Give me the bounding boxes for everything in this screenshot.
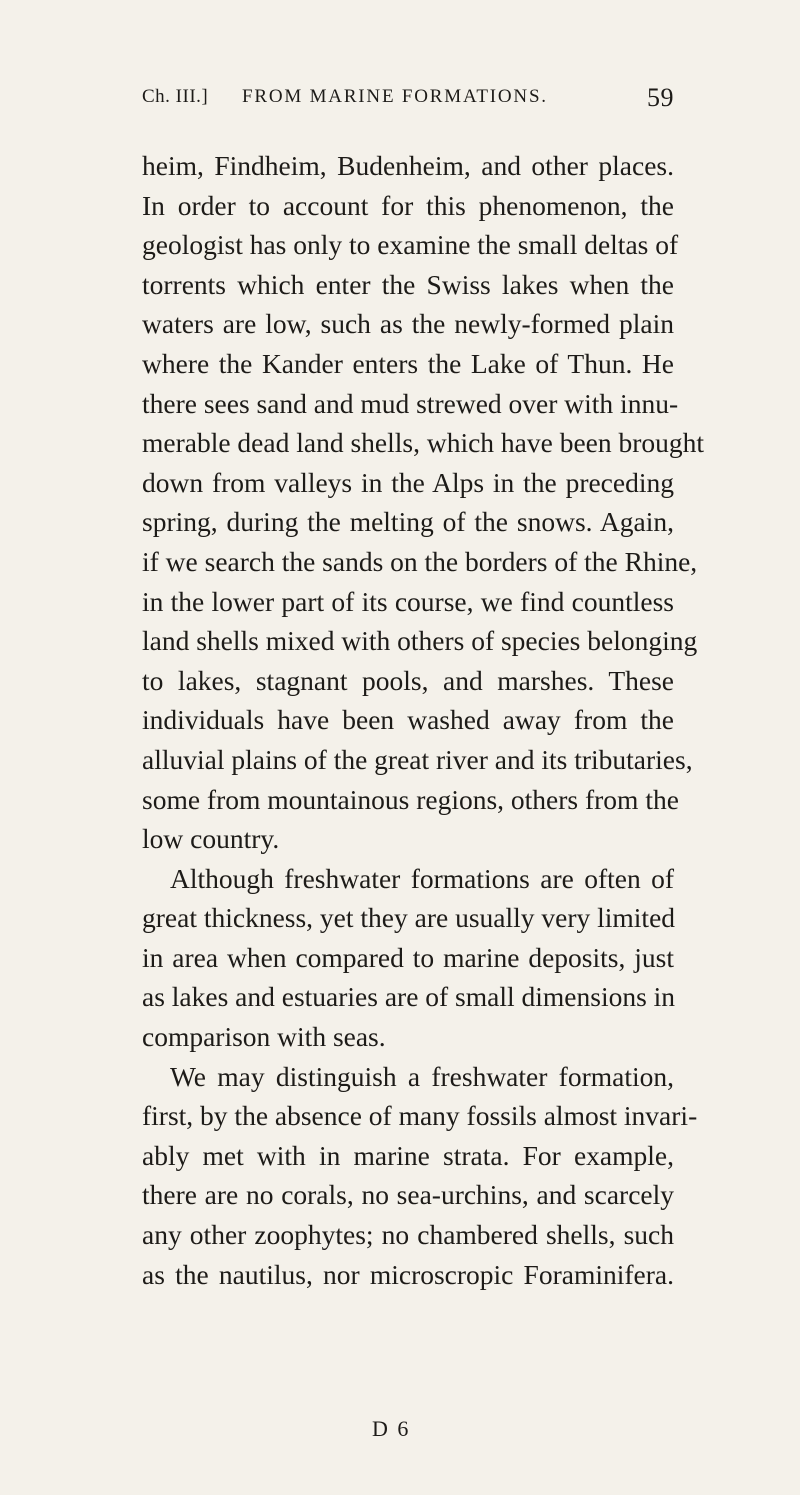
running-title: FROM MARINE FORMATIONS.	[242, 86, 548, 107]
text-line: merable dead land shells, which have been brought	[142, 427, 705, 459]
text-line: in the lower part of its course, we find countless	[142, 585, 674, 617]
chapter-reference: Ch. III.]	[142, 86, 209, 107]
text-line: to lakes, stagnant pools, and marshes. These	[142, 664, 674, 696]
text-line: first, by the absence of many fossils almost invari-	[142, 1100, 698, 1132]
text-line: spring, during the melting of the snows. Again,	[142, 506, 674, 538]
text-line: land shells mixed with others of species belonging	[142, 625, 698, 657]
text-line: as lakes and estuaries are of small dimensions in	[142, 981, 676, 1013]
text-line: geologist has only to examine the small deltas of	[142, 229, 679, 261]
text-line: great thickness, yet they are usually very limited	[142, 902, 676, 934]
text-line: there are no corals, no sea-urchins, and scarcely	[142, 1179, 674, 1211]
text-line: as the nautilus, nor microscropic Foraminifera.	[142, 1258, 674, 1290]
text-line: torrents which enter the Swiss lakes when the	[142, 268, 674, 300]
text-line: We may distinguish a freshwater formation,	[170, 1060, 674, 1092]
text-line: ably met with in marine strata. For example,	[142, 1139, 674, 1171]
text-line: alluvial plains of the great river and its tributaries,	[142, 743, 693, 775]
text-line: waters are low, such as the newly-formed plain	[142, 308, 674, 340]
running-head	[142, 83, 674, 116]
text-line: where the Kander enters the Lake of Thun. He	[142, 347, 674, 379]
text-line: In order to account for this phenomenon, the	[142, 189, 674, 221]
page-number: 59	[647, 83, 674, 112]
text-line: individuals have been washed away from the	[142, 704, 674, 736]
text-line: in area when compared to marine deposits, just	[142, 941, 674, 973]
text-line: any other zoophytes; no chambered shells, such	[142, 1219, 674, 1251]
text-line: down from valleys in the Alps in the preceding	[142, 466, 674, 498]
text-line: heim, Findheim, Budenheim, and other places.	[142, 150, 674, 181]
text-line: comparison with seas.	[142, 1021, 386, 1053]
signature-mark: D 6	[372, 1416, 411, 1441]
text-line: some from mountainous regions, others from the	[142, 783, 679, 815]
text-line: low country.	[142, 823, 280, 855]
text-line: Although freshwater formations are often of	[170, 862, 674, 894]
text-line: if we search the sands on the borders of the Rhine,	[142, 545, 698, 577]
body-text	[142, 146, 705, 1294]
text-line: there sees sand and mud strewed over with innu-	[142, 387, 679, 419]
